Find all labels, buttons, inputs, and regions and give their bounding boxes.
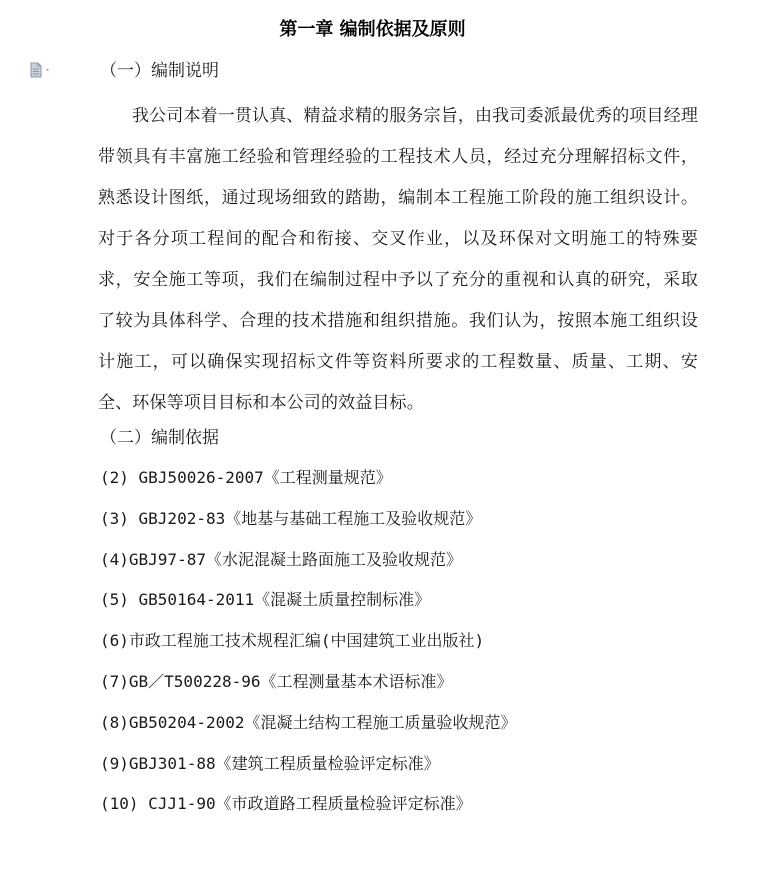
list-item: (8)GB50204-2002《混凝土结构工程施工质量验收规范》 bbox=[100, 712, 517, 732]
list-item: (7)GB／T500228-96《工程测量基本术语标准》 bbox=[100, 671, 453, 691]
list-item: (4)GBJ97-87《水泥混凝土路面施工及验收规范》 bbox=[100, 549, 462, 569]
list-item: (6)市政工程施工技术规程汇编(中国建筑工业出版社) bbox=[100, 631, 485, 651]
section-heading-explanation: （一）编制说明 bbox=[100, 61, 219, 81]
list-item: (9)GBJ301-88《建筑工程质量检验评定标准》 bbox=[100, 753, 440, 773]
chapter-title: 第一章 编制依据及原则 bbox=[279, 19, 466, 40]
body-paragraph: 我公司本着一贯认真、精益求精的服务宗旨，由我司委派最优秀的项目经理带领具有丰富施工经验和管理经验的工程技术人员，经过充分理解招标文件，熟悉设计图纸，通过现场细致的踏勘，编制本工程施工阶段的施工组织设计。对于各分项工程间的配合和衔接、交叉作业，以及环保对文明施工的特殊要求，安全施工等项，我们在编制过程中予以了充分的重视和认真的研究，采取了较为具体科学、合理的技术措施和组织措施。我们认为，按照本施工组织设计施工，可以确保实现招标文件等资料所要求的工程数量、质量、工期、安全、环保等项目目标和本公司的效益目标。 bbox=[98, 106, 698, 413]
list-item: (3) GBJ202-83《地基与基础工程施工及验收规范》 bbox=[100, 508, 482, 528]
document-icon[interactable] bbox=[30, 62, 54, 78]
list-item: (5) GB50164-2011《混凝土质量控制标准》 bbox=[100, 590, 431, 610]
reference-list bbox=[100, 466, 517, 833]
list-item: (2) GBJ50026-2007《工程测量规范》 bbox=[100, 468, 392, 487]
list-item: (10) CJJ1-90《市政道路工程质量检验评定标准》 bbox=[100, 794, 472, 814]
section-heading-basis: （二）编制依据 bbox=[100, 428, 219, 448]
